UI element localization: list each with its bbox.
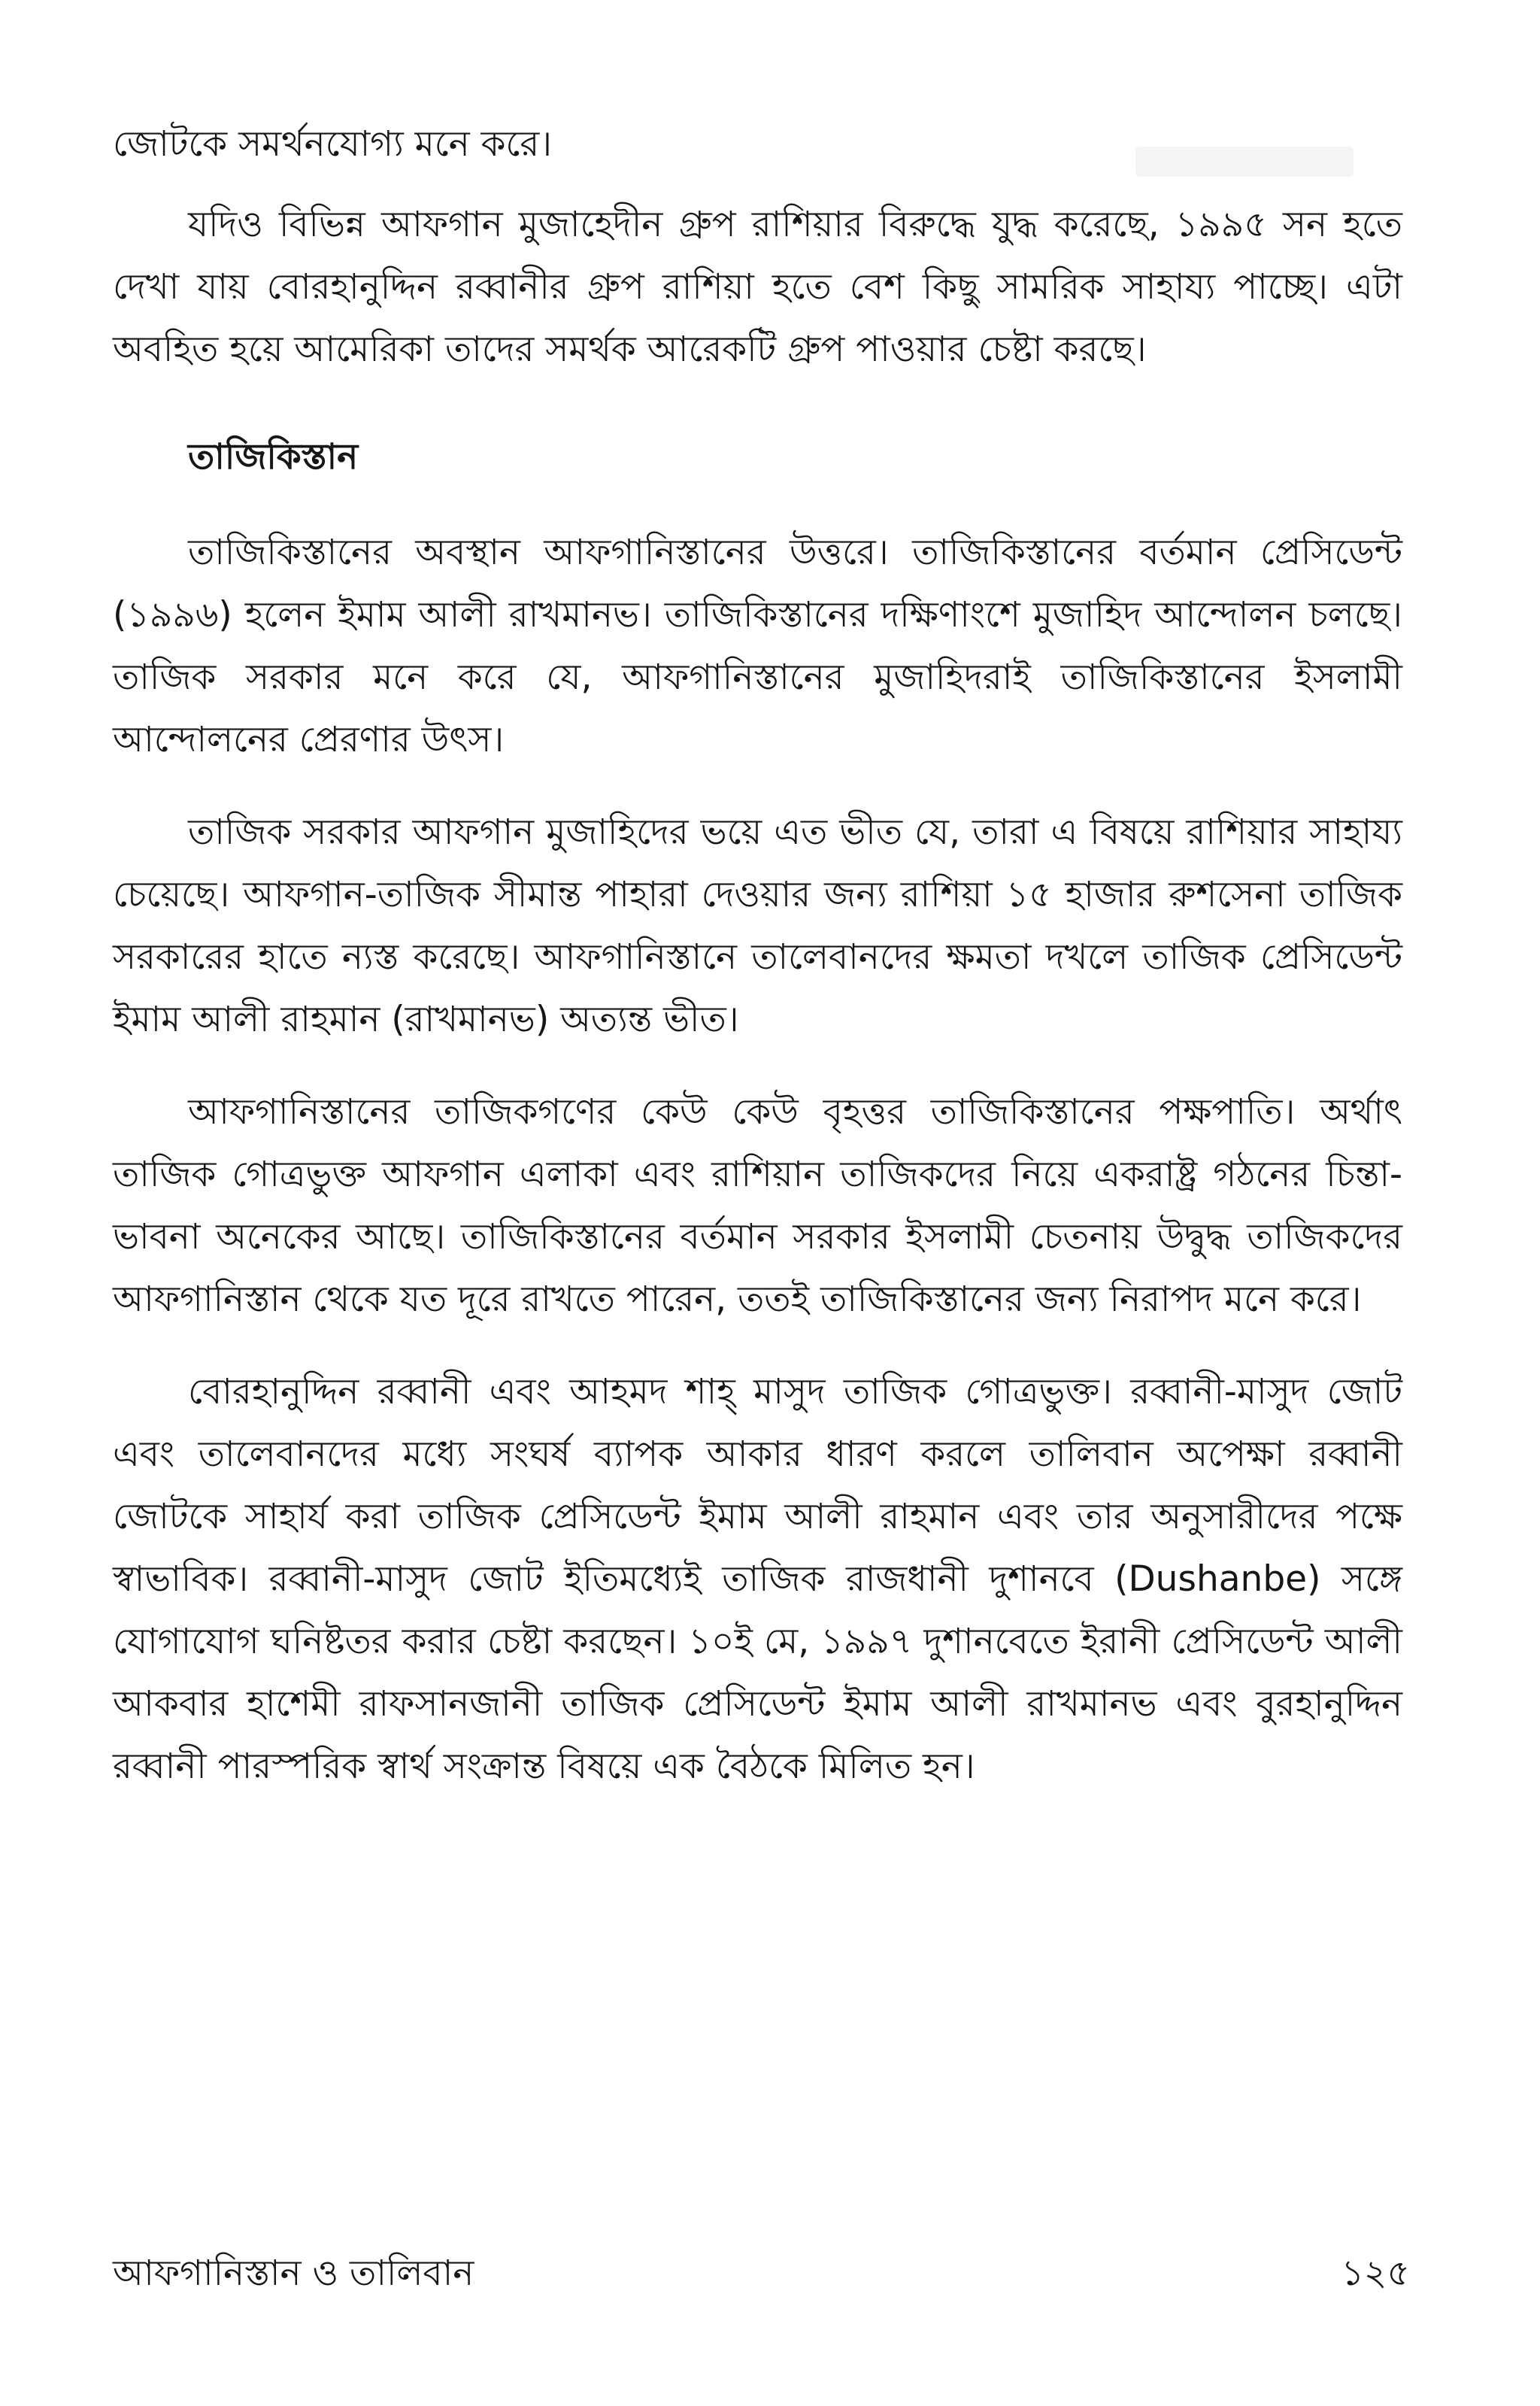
paragraph-rabbani-masud-alliance: বোরহানুদ্দিন রব্বানী এবং আহমদ শাহ্ মাসুদ তাজিক গোত্রভুক্ত। রব্বানী-মাসুদ জোট এবং তালেবানদের মধ্যে সংঘর্ষ ব্যাপক আকার ধারণ করলে তালিবান অপেক্ষা রব্বানী জোটকে সাহার্য করা তাজিক প্রেসিডেন্ট ইমাম আলী রাহমান এবং তার অনুসারীদের পক্ষে স্বাভাবিক। রব্বানী-মাসুদ জোট ইতিমধ্যেই তাজিক রাজধানী দুশানবে (Dushanbe) সঙ্গে যোগাযোগ ঘনিষ্টতর করার চেষ্টা করছেন। ১০ই মে, ১৯৯৭ দুশানবেতে ইরানী প্রেসিডেন্ট আলী আকবার হাশেমী রাফসানজানী তাজিক প্রেসিডেন্ট ইমাম আলী রাখমানভ এবং বুরহানুদ্দিন রব্বানী পারস্পরিক স্বার্থ সংক্রান্ত বিষয়ে এক বৈঠকে মিলিত হন। xyxy=(113,1371,1402,1787)
paragraph-greater-tajikistan: আফগানিস্তানের তাজিকগণের কেউ কেউ বৃহত্তর তাজিকিস্তানের পক্ষপাতি। অর্থাৎ তাজিক গোত্রভুক্ত আফগান এলাকা এবং রাশিয়ান তাজিকদের নিয়ে একরাষ্ট্র গঠনের চিন্তা-ভাবনা অনেকের আছে। তাজিকিস্তানের বর্তমান সরকার ইসলামী চেতনায় উদ্বুদ্ধ তাজিকদের আফগানিস্তান থেকে যত দূরে রাখতে পারেন, ততই তাজিকিস্তানের জন্য নিরাপদ মনে করে। xyxy=(113,1091,1402,1320)
paragraph-rabbani-russia: যদিও বিভিন্ন আফগান মুজাহেদীন গ্রুপ রাশিয়ার বিরুদ্ধে যুদ্ধ করেছে, ১৯৯৫ সন হতে দেখা যায় বোরহানুদ্দিন রব্বানীর গ্রুপ রাশিয়া হতে বেশ কিছু সামরিক সাহায্য পাচ্ছে। এটা অবহিত হয়ে আমেরিকা তাদের সমর্থক আরেকটি গ্রুপ পাওয়ার চেষ্টা করছে। xyxy=(113,204,1402,370)
footer-page-number: ১২৫ xyxy=(1341,2253,1410,2294)
page-footer xyxy=(113,2245,1410,2305)
footer-book-title: আফগানিস্তান ও তালিবান xyxy=(113,2253,474,2294)
paragraph-tajik-government-fear: তাজিক সরকার আফগান মুজাহিদের ভয়ে এত ভীত যে, তারা এ বিষয়ে রাশিয়ার সাহায্য চেয়েছে। আফগান-তাজিক সীমান্ত পাহারা দেওয়ার জন্য রাশিয়া ১৫ হাজার রুশসেনা তাজিক সরকারের হাতে ন্যস্ত করেছে। আফগানিস্তানে তালেবানদের ক্ষমতা দখলে তাজিক প্রেসিডেন্ট ইমাম আলী রাহমান (রাখমানভ) অত্যন্ত ভীত। xyxy=(113,812,1402,1040)
page-body xyxy=(113,113,1402,2332)
paragraph-tajikistan-location: তাজিকিস্তানের অবস্থান আফগানিস্তানের উত্তরে। তাজিকিস্তানের বর্তমান প্রেসিডেন্ট (১৯৯৬) হলেন ইমাম আলী রাখমানভ। তাজিকিস্তানের দক্ষিণাংশে মুজাহিদ আন্দোলন চলছে। তাজিক সরকার মনে করে যে, আফগানিস্তানের মুজাহিদরাই তাজিকিস্তানের ইসলামী আন্দোলনের প্রেরণার উৎস। xyxy=(113,532,1402,760)
paragraph-continuation: জোটকে সমর্থনযোগ্য মনে করে। xyxy=(113,123,553,165)
section-heading-tajikistan: তাজিকিস্তান xyxy=(188,436,359,478)
